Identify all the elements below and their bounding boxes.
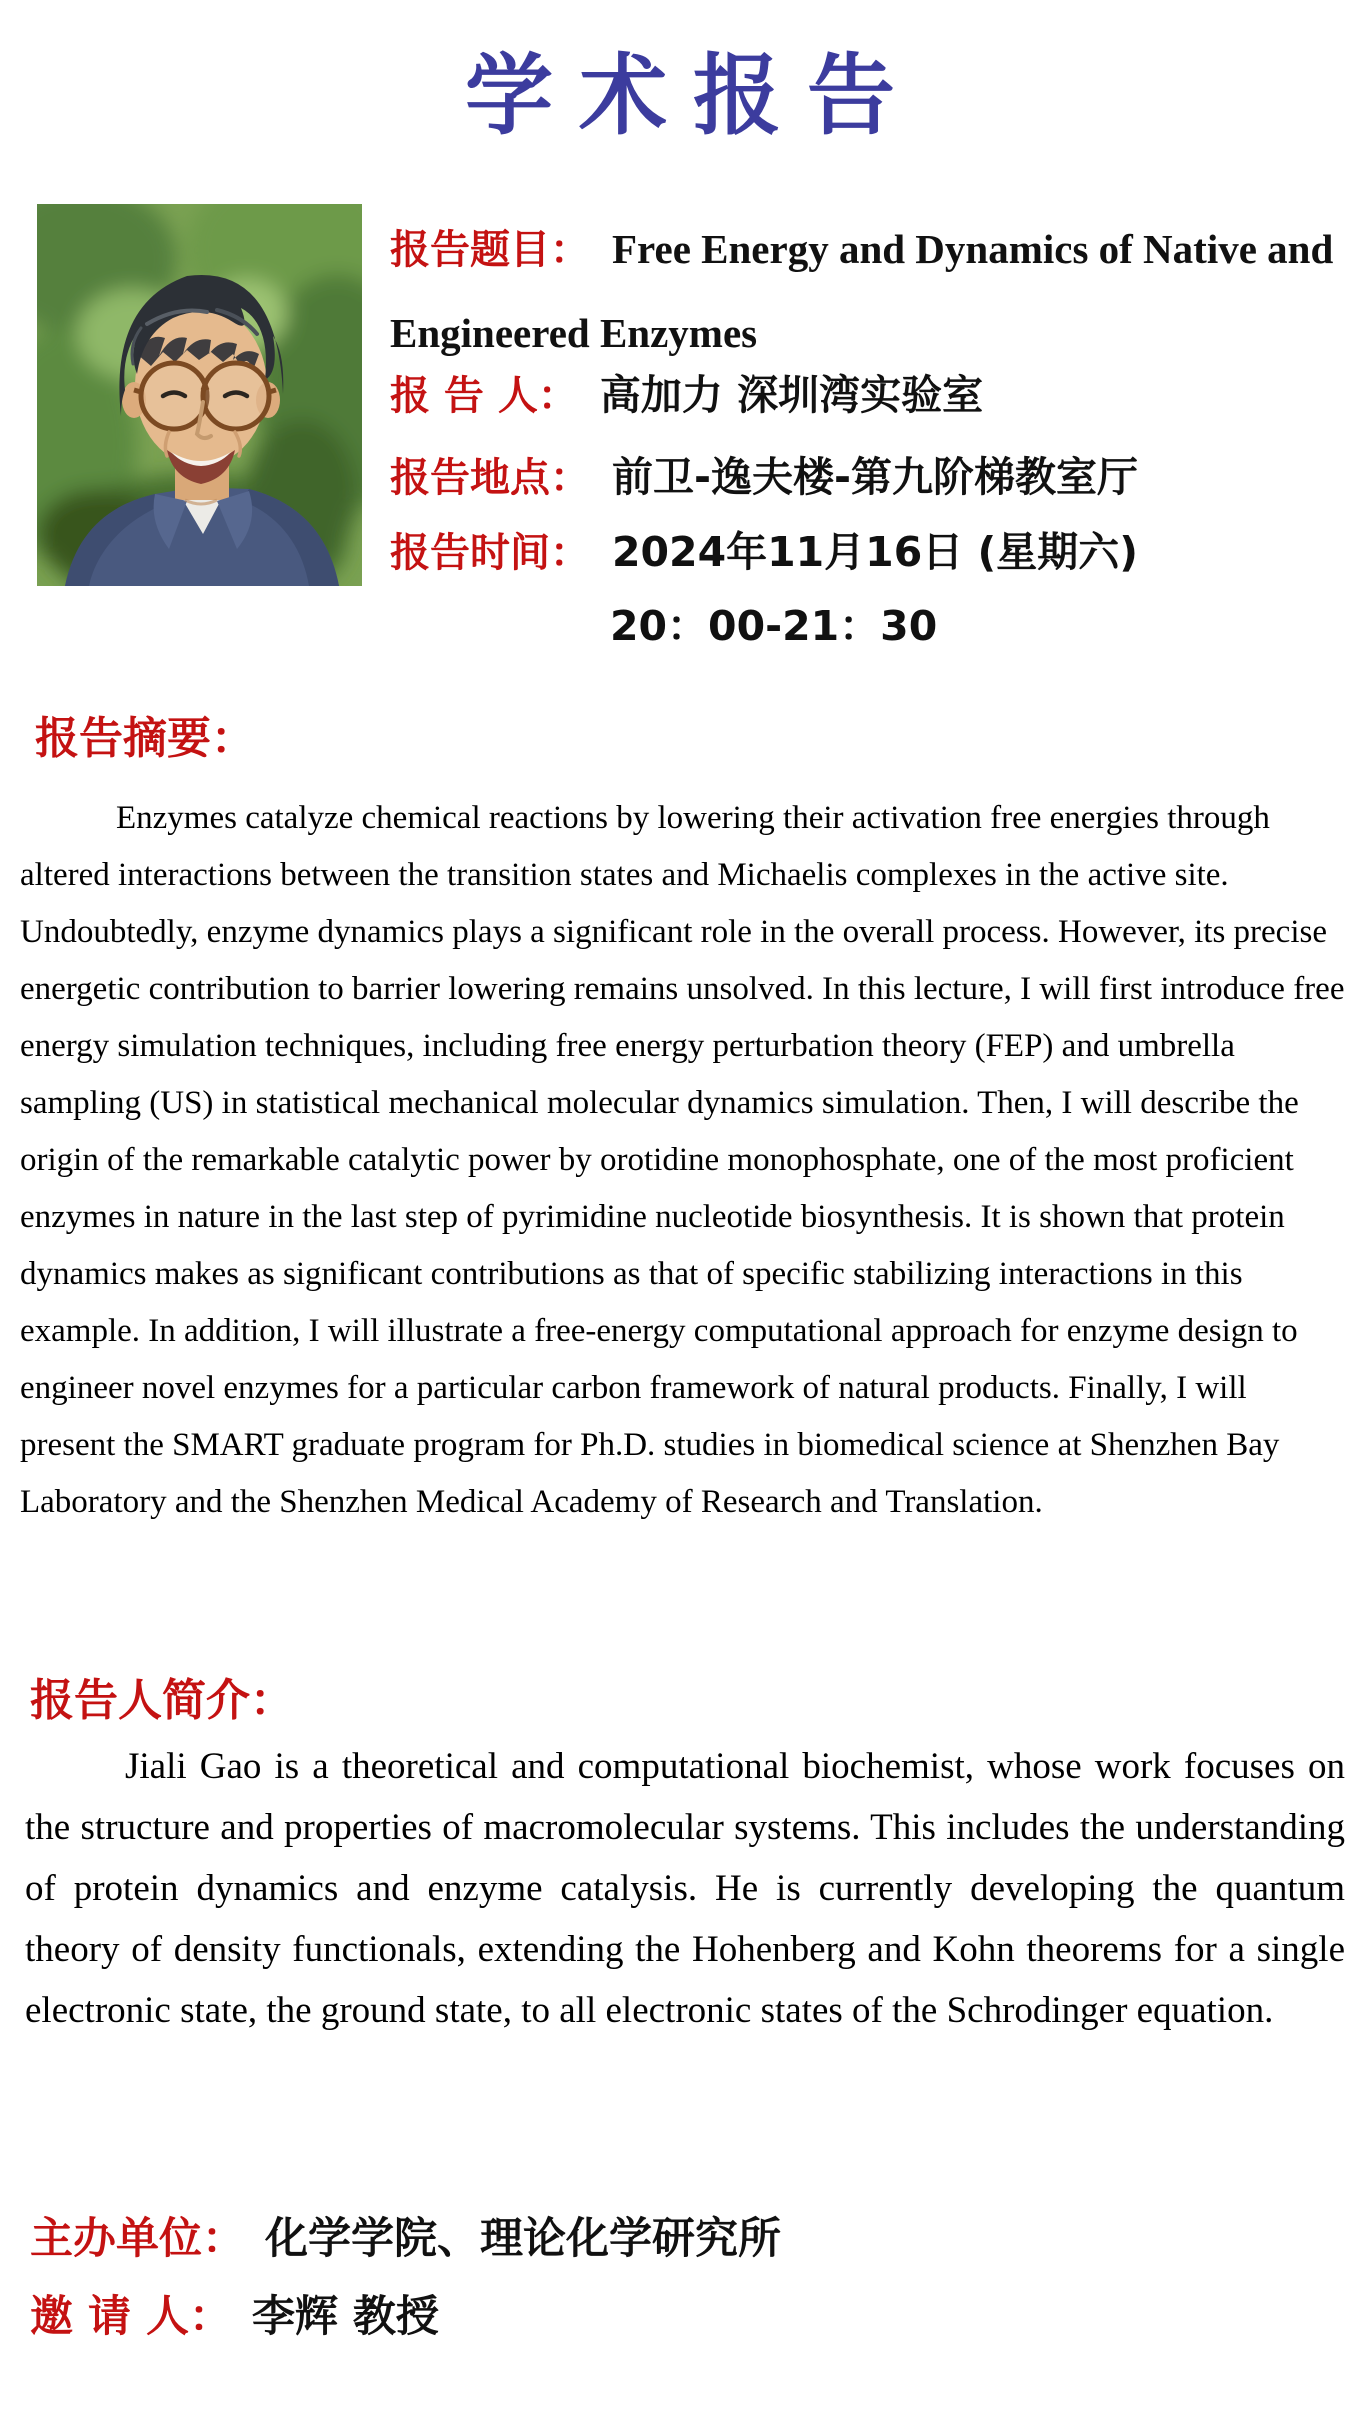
time-date-value: 2024年11月16日 (星期六) xyxy=(612,528,1138,576)
inviter-row xyxy=(30,2278,1340,2356)
footer-organizer-block xyxy=(30,2200,1340,2356)
page-title: 学术报告 xyxy=(464,44,921,147)
inviter-value: 李辉 教授 xyxy=(251,2292,439,2342)
abstract-heading: 报告摘要： xyxy=(35,713,255,764)
organizer-value: 化学学院、理论化学研究所 xyxy=(265,2214,781,2264)
organizer-label: 主办单位： xyxy=(30,2214,245,2264)
inviter-label: 邀 请 人： xyxy=(30,2292,232,2342)
detail-row-venue xyxy=(390,444,1348,503)
speaker-portrait-illustration xyxy=(37,204,362,586)
detail-row-title xyxy=(390,212,1348,380)
venue-value: 前卫-逸夫楼-第九阶梯教室厅 xyxy=(612,453,1139,501)
detail-row-time-range xyxy=(390,593,1360,652)
organizer-row xyxy=(30,2200,1340,2278)
speaker-value: 高加力 深圳湾实验室 xyxy=(599,371,984,419)
time-label: 报告时间： xyxy=(390,530,590,576)
abstract-body: Enzymes catalyze chemical reactions by lowering their activation free energies through altered interactions between the transition states and Michaelis complexes in the active site. Undoubtedly, enzyme dynamics plays a significant role in the overall process. However, its precise energetic contribution to barrier lowering remains unsolved. In this lecture, I will first introduce free energy simulation techniques, including free energy perturbation theory (FEP) and umbrella sampling (US) in statistical mechanical molecular dynamics simulation. Then, I will describe the origin of the remarkable catalytic power by orotidine monophosphate, one of the most proficient enzymes in nature in the last step of pyrimidine nucleotide biosynthesis. It is shown that protein dynamics makes as significant contributions as that of specific stabilizing interactions in this example. In addition, I will illustrate a free-energy computational approach for enzyme design to engineer novel enzymes for a particular carbon framework of natural products. Finally, I will present the SMART graduate program for Ph.D. studies in biomedical science at Shenzhen Bay Laboratory and the Shenzhen Medical Academy of Research and Translation. xyxy=(20,800,1345,1520)
title-value: Free Energy and Dynamics of Native and Engineered Enzymes xyxy=(390,226,1334,356)
venue-label: 报告地点： xyxy=(390,455,590,501)
time-range-value: 20：00-21：30 xyxy=(610,602,938,650)
bio-heading: 报告人简介： xyxy=(30,1675,294,1726)
speaker-photo xyxy=(37,204,362,586)
speaker-label: 报 告 人： xyxy=(390,373,578,419)
detail-row-speaker xyxy=(390,362,1348,421)
title-label: 报告题目： xyxy=(390,227,590,273)
detail-row-time xyxy=(390,519,1348,578)
bio-body: Jiali Gao is a theoretical and computational biochemist, whose work focuses on the structure and properties of macromolecular systems. This includes the understanding of protein dynamics and enzyme catalysis. He is currently developing the quantum theory of density functionals, extending the Hohenberg and Kohn theorems for a single electronic state, the ground state, to all electronic states of the Schrodinger equation. xyxy=(25,1746,1345,2031)
